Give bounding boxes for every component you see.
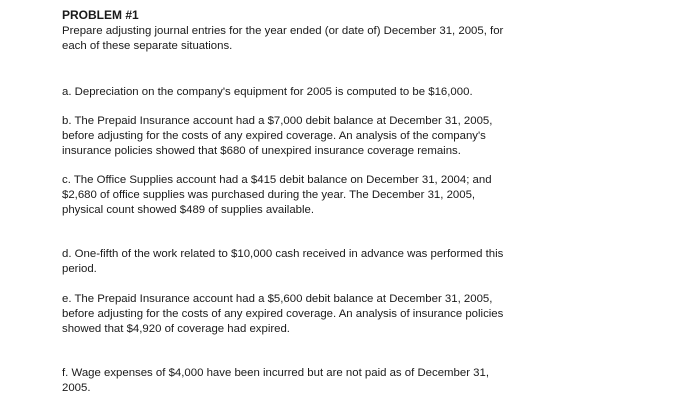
situation-e xyxy=(62,292,662,337)
situation-c xyxy=(62,173,662,218)
situation-b-line: b. The Prepaid Insurance account had a $7,000 debit balance at December 31, 2005, xyxy=(62,115,493,127)
situation-e-line: before adjusting for the costs of any expired coverage. An analysis of insurance policies xyxy=(62,308,504,320)
situation-c-line: physical count showed $489 of supplies available. xyxy=(62,204,315,216)
situation-f-line: 2005. xyxy=(62,382,91,394)
situation-a-line: a. Depreciation on the company's equipment for 2005 is computed to be $16,000. xyxy=(62,86,473,98)
situation-f-line: f. Wage expenses of $4,000 have been incurred but are not paid as of December 31, xyxy=(62,367,489,379)
situation-c-line: $2,680 of office supplies was purchased during the year. The December 31, 2005, xyxy=(62,189,476,201)
situation-e-line: e. The Prepaid Insurance account had a $5,600 debit balance at December 31, 2005, xyxy=(62,293,493,305)
situation-c-line: c. The Office Supplies account had a $415 debit balance on December 31, 2004; and xyxy=(62,174,492,186)
situation-b-line: before adjusting for the costs of any expired coverage. An analysis of the company's xyxy=(62,130,486,142)
situation-d-line: period. xyxy=(62,263,97,275)
situation-b-line: insurance policies showed that $680 of unexpired insurance coverage remains. xyxy=(62,145,461,157)
situation-e-line: showed that $4,920 of coverage had expired. xyxy=(62,323,290,335)
document-page xyxy=(62,8,662,396)
situation-f xyxy=(62,366,662,396)
instructions-line: Prepare adjusting journal entries for the year ended (or date of) December 31, 2005, for xyxy=(62,25,504,37)
situation-b xyxy=(62,114,662,159)
instructions-line: each of these separate situations. xyxy=(62,40,233,52)
problem-instructions xyxy=(62,24,662,54)
situation-d-line: d. One-fifth of the work related to $10,000 cash received in advance was performed this xyxy=(62,248,504,260)
situation-d xyxy=(62,247,662,277)
situation-a xyxy=(62,85,662,100)
problem-title: PROBLEM #1 xyxy=(62,8,139,22)
